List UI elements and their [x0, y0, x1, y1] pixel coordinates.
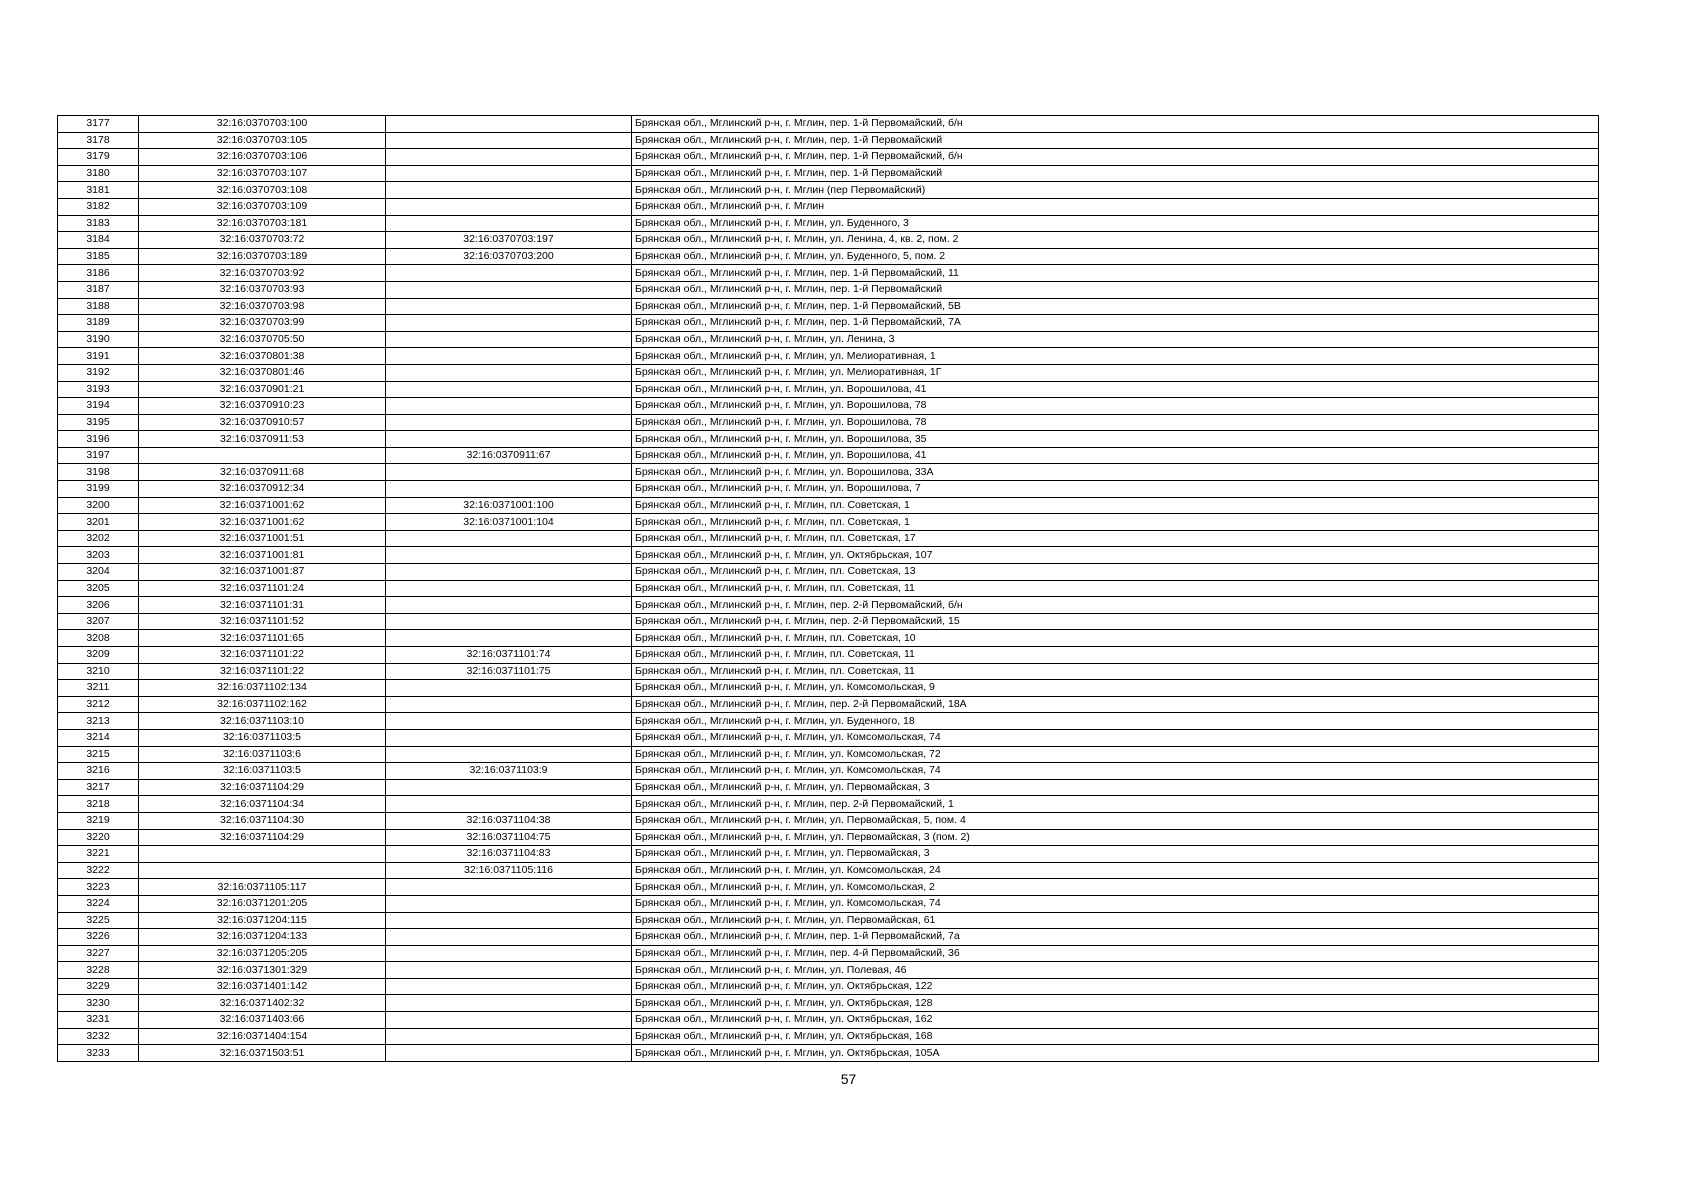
- related-cadastral-number-cell: [386, 132, 632, 149]
- related-cadastral-number-cell: [386, 713, 632, 730]
- cadastral-number-cell: 32:16:0370703:106: [139, 149, 386, 166]
- address-cell: Брянская обл., Мглинский р-н, г. Мглин, ул. Ворошилова, 35: [632, 431, 1599, 448]
- cadastral-number-cell: 32:16:0370703:93: [139, 281, 386, 298]
- row-number-cell: 3220: [58, 829, 139, 846]
- row-number-cell: 3192: [58, 364, 139, 381]
- row-number-cell: 3203: [58, 547, 139, 564]
- related-cadastral-number-cell: [386, 198, 632, 215]
- row-number-cell: 3202: [58, 530, 139, 547]
- table-row: [58, 215, 1599, 232]
- row-number-cell: 3195: [58, 414, 139, 431]
- cadastral-number-cell: 32:16:0371101:52: [139, 613, 386, 630]
- address-cell: Брянская обл., Мглинский р-н, г. Мглин, пер. 1-й Первомайский: [632, 132, 1599, 149]
- related-cadastral-number-cell: 32:16:0371104:75: [386, 829, 632, 846]
- cadastral-number-cell: 32:16:0370703:189: [139, 248, 386, 265]
- address-cell: Брянская обл., Мглинский р-н, г. Мглин, пер. 1-й Первомайский, б/н: [632, 116, 1599, 133]
- cadastral-number-cell: 32:16:0370703:109: [139, 198, 386, 215]
- address-cell: Брянская обл., Мглинский р-н, г. Мглин, ул. Комсомольская, 72: [632, 746, 1599, 763]
- cadastral-number-cell: 32:16:0371103:5: [139, 763, 386, 780]
- row-number-cell: 3188: [58, 298, 139, 315]
- table-row: [58, 265, 1599, 282]
- table-row: [58, 232, 1599, 249]
- table-row: [58, 580, 1599, 597]
- table-row: [58, 978, 1599, 995]
- address-cell: Брянская обл., Мглинский р-н, г. Мглин, пл. Советская, 11: [632, 663, 1599, 680]
- cadastral-number-cell: 32:16:0370910:57: [139, 414, 386, 431]
- table-row: [58, 945, 1599, 962]
- cadastral-number-cell: 32:16:0371001:87: [139, 564, 386, 581]
- table-row: [58, 348, 1599, 365]
- table-row: [58, 198, 1599, 215]
- row-number-cell: 3219: [58, 812, 139, 829]
- cadastral-number-cell: 32:16:0371104:29: [139, 779, 386, 796]
- table-row: [58, 132, 1599, 149]
- address-cell: Брянская обл., Мглинский р-н, г. Мглин, пл. Советская, 10: [632, 630, 1599, 647]
- cadastral-number-cell: 32:16:0370703:108: [139, 182, 386, 199]
- cadastral-number-cell: 32:16:0371102:134: [139, 680, 386, 697]
- table-row: [58, 779, 1599, 796]
- row-number-cell: 3225: [58, 912, 139, 929]
- cadastral-number-cell: 32:16:0371103:10: [139, 713, 386, 730]
- row-number-cell: 3222: [58, 862, 139, 879]
- row-number-cell: 3206: [58, 597, 139, 614]
- table-row: [58, 116, 1599, 133]
- row-number-cell: 3230: [58, 995, 139, 1012]
- related-cadastral-number-cell: [386, 281, 632, 298]
- address-cell: Брянская обл., Мглинский р-н, г. Мглин, ул. Комсомольская, 9: [632, 680, 1599, 697]
- related-cadastral-number-cell: [386, 315, 632, 332]
- cadastral-number-cell: 32:16:0371104:29: [139, 829, 386, 846]
- related-cadastral-number-cell: [386, 630, 632, 647]
- related-cadastral-number-cell: [386, 680, 632, 697]
- related-cadastral-number-cell: [386, 364, 632, 381]
- table-row: [58, 414, 1599, 431]
- table-row: [58, 464, 1599, 481]
- table-row: [58, 862, 1599, 879]
- table-row: [58, 381, 1599, 398]
- table-row: [58, 447, 1599, 464]
- address-cell: Брянская обл., Мглинский р-н, г. Мглин, ул. Ворошилова, 7: [632, 481, 1599, 498]
- related-cadastral-number-cell: [386, 265, 632, 282]
- address-cell: Брянская обл., Мглинский р-н, г. Мглин, ул. Октябрьская, 122: [632, 978, 1599, 995]
- related-cadastral-number-cell: [386, 116, 632, 133]
- address-cell: Брянская обл., Мглинский р-н, г. Мглин, ул. Ленина, 3: [632, 331, 1599, 348]
- address-cell: Брянская обл., Мглинский р-н, г. Мглин, пер. 4-й Первомайский, 36: [632, 945, 1599, 962]
- cadastral-number-cell: 32:16:0371103:6: [139, 746, 386, 763]
- row-number-cell: 3233: [58, 1045, 139, 1062]
- related-cadastral-number-cell: [386, 895, 632, 912]
- row-number-cell: 3218: [58, 796, 139, 813]
- cadastral-number-cell: 32:16:0370801:38: [139, 348, 386, 365]
- cadastral-number-cell: 32:16:0370703:100: [139, 116, 386, 133]
- cadastral-number-cell: 32:16:0371105:117: [139, 879, 386, 896]
- table-row: [58, 647, 1599, 664]
- cadastral-number-cell: 32:16:0371402:32: [139, 995, 386, 1012]
- related-cadastral-number-cell: [386, 1012, 632, 1029]
- row-number-cell: 3178: [58, 132, 139, 149]
- address-cell: Брянская обл., Мглинский р-н, г. Мглин, ул. Ворошилова, 33А: [632, 464, 1599, 481]
- address-cell: Брянская обл., Мглинский р-н, г. Мглин, ул. Ленина, 4, кв. 2, пом. 2: [632, 232, 1599, 249]
- table-row: [58, 564, 1599, 581]
- related-cadastral-number-cell: [386, 912, 632, 929]
- address-cell: Брянская обл., Мглинский р-н, г. Мглин, ул. Октябрьская, 162: [632, 1012, 1599, 1029]
- cadastral-number-cell: 32:16:0371001:81: [139, 547, 386, 564]
- cadastral-number-cell: 32:16:0371205:205: [139, 945, 386, 962]
- row-number-cell: 3191: [58, 348, 139, 365]
- row-number-cell: 3201: [58, 514, 139, 531]
- row-number-cell: 3177: [58, 116, 139, 133]
- row-number-cell: 3210: [58, 663, 139, 680]
- related-cadastral-number-cell: [386, 962, 632, 979]
- cadastral-number-cell: 32:16:0371104:34: [139, 796, 386, 813]
- related-cadastral-number-cell: [386, 547, 632, 564]
- row-number-cell: 3223: [58, 879, 139, 896]
- row-number-cell: 3197: [58, 447, 139, 464]
- address-cell: Брянская обл., Мглинский р-н, г. Мглин, пер. 1-й Первомайский, 11: [632, 265, 1599, 282]
- table-row: [58, 1012, 1599, 1029]
- row-number-cell: 3217: [58, 779, 139, 796]
- related-cadastral-number-cell: [386, 165, 632, 182]
- related-cadastral-number-cell: 32:16:0370703:197: [386, 232, 632, 249]
- address-cell: Брянская обл., Мглинский р-н, г. Мглин, пер. 2-й Первомайский, 1: [632, 796, 1599, 813]
- cadastral-number-cell: 32:16:0371101:31: [139, 597, 386, 614]
- table-row: [58, 331, 1599, 348]
- row-number-cell: 3231: [58, 1012, 139, 1029]
- address-cell: Брянская обл., Мглинский р-н, г. Мглин, пл. Советская, 13: [632, 564, 1599, 581]
- table-row: [58, 281, 1599, 298]
- related-cadastral-number-cell: [386, 215, 632, 232]
- cadastral-number-cell: 32:16:0371102:162: [139, 696, 386, 713]
- table-row: [58, 696, 1599, 713]
- related-cadastral-number-cell: [386, 481, 632, 498]
- address-cell: Брянская обл., Мглинский р-н, г. Мглин, пер. 1-й Первомайский, 7а: [632, 929, 1599, 946]
- address-cell: Брянская обл., Мглинский р-н, г. Мглин, пл. Советская, 1: [632, 514, 1599, 531]
- cadastral-number-cell: 32:16:0370801:46: [139, 364, 386, 381]
- related-cadastral-number-cell: [386, 1028, 632, 1045]
- cadastral-number-cell: [139, 862, 386, 879]
- table-row: [58, 398, 1599, 415]
- address-cell: Брянская обл., Мглинский р-н, г. Мглин, ул. Первомайская, 5, пом. 4: [632, 812, 1599, 829]
- cadastral-number-cell: 32:16:0371101:22: [139, 647, 386, 664]
- address-cell: Брянская обл., Мглинский р-н, г. Мглин, ул. Буденного, 18: [632, 713, 1599, 730]
- row-number-cell: 3207: [58, 613, 139, 630]
- table-row: [58, 613, 1599, 630]
- related-cadastral-number-cell: 32:16:0371103:9: [386, 763, 632, 780]
- row-number-cell: 3186: [58, 265, 139, 282]
- related-cadastral-number-cell: [386, 530, 632, 547]
- cadastral-number-cell: 32:16:0371101:24: [139, 580, 386, 597]
- row-number-cell: 3226: [58, 929, 139, 946]
- address-cell: Брянская обл., Мглинский р-н, г. Мглин, ул. Первомайская, 3: [632, 846, 1599, 863]
- row-number-cell: 3214: [58, 729, 139, 746]
- row-number-cell: 3180: [58, 165, 139, 182]
- address-cell: Брянская обл., Мглинский р-н, г. Мглин, пер. 1-й Первомайский, б/н: [632, 149, 1599, 166]
- address-cell: Брянская обл., Мглинский р-н, г. Мглин, ул. Комсомольская, 74: [632, 763, 1599, 780]
- related-cadastral-number-cell: [386, 613, 632, 630]
- address-cell: Брянская обл., Мглинский р-н, г. Мглин, пл. Советская, 17: [632, 530, 1599, 547]
- address-cell: Брянская обл., Мглинский р-н, г. Мглин, пер. 2-й Первомайский, 15: [632, 613, 1599, 630]
- address-cell: Брянская обл., Мглинский р-н, г. Мглин, пер. 2-й Первомайский, 18А: [632, 696, 1599, 713]
- table-row: [58, 630, 1599, 647]
- table-row: [58, 962, 1599, 979]
- address-cell: Брянская обл., Мглинский р-н, г. Мглин, ул. Буденного, 5, пом. 2: [632, 248, 1599, 265]
- row-number-cell: 3200: [58, 497, 139, 514]
- related-cadastral-number-cell: [386, 879, 632, 896]
- address-cell: Брянская обл., Мглинский р-н, г. Мглин, ул. Октябрьская, 168: [632, 1028, 1599, 1045]
- table-row: [58, 846, 1599, 863]
- address-cell: Брянская обл., Мглинский р-н, г. Мглин, ул. Комсомольская, 24: [632, 862, 1599, 879]
- table-row: [58, 912, 1599, 929]
- table-row: [58, 481, 1599, 498]
- address-cell: Брянская обл., Мглинский р-н, г. Мглин, ул. Мелиоративная, 1: [632, 348, 1599, 365]
- row-number-cell: 3190: [58, 331, 139, 348]
- related-cadastral-number-cell: [386, 331, 632, 348]
- address-cell: Брянская обл., Мглинский р-н, г. Мглин, ул. Первомайская, 3: [632, 779, 1599, 796]
- cadastral-number-cell: [139, 447, 386, 464]
- cadastral-number-cell: 32:16:0370901:21: [139, 381, 386, 398]
- cadastral-number-cell: 32:16:0370911:68: [139, 464, 386, 481]
- cadastral-number-cell: 32:16:0370703:99: [139, 315, 386, 332]
- address-cell: Брянская обл., Мглинский р-н, г. Мглин, ул. Мелиоративная, 1Г: [632, 364, 1599, 381]
- table-row: [58, 879, 1599, 896]
- cadastral-number-cell: 32:16:0371301:329: [139, 962, 386, 979]
- cadastral-number-cell: 32:16:0370910:23: [139, 398, 386, 415]
- address-cell: Брянская обл., Мглинский р-н, г. Мглин, ул. Ворошилова, 78: [632, 398, 1599, 415]
- cadastral-number-cell: 32:16:0371204:133: [139, 929, 386, 946]
- table-row: [58, 895, 1599, 912]
- address-cell: Брянская обл., Мглинский р-н, г. Мглин, ул. Буденного, 3: [632, 215, 1599, 232]
- cadastral-number-cell: 32:16:0371503:51: [139, 1045, 386, 1062]
- row-number-cell: 3181: [58, 182, 139, 199]
- table-row: [58, 248, 1599, 265]
- address-cell: Брянская обл., Мглинский р-н, г. Мглин, пер. 1-й Первомайский: [632, 281, 1599, 298]
- table-row: [58, 796, 1599, 813]
- table-row: [58, 829, 1599, 846]
- table-row: [58, 1028, 1599, 1045]
- related-cadastral-number-cell: [386, 431, 632, 448]
- row-number-cell: 3227: [58, 945, 139, 962]
- address-cell: Брянская обл., Мглинский р-н, г. Мглин, пер. 2-й Первомайский, б/н: [632, 597, 1599, 614]
- cadastral-number-cell: 32:16:0371101:22: [139, 663, 386, 680]
- table-row: [58, 547, 1599, 564]
- cadastral-number-cell: 32:16:0371101:65: [139, 630, 386, 647]
- address-cell: Брянская обл., Мглинский р-н, г. Мглин, ул. Комсомольская, 74: [632, 895, 1599, 912]
- address-cell: Брянская обл., Мглинский р-н, г. Мглин, ул. Ворошилова, 78: [632, 414, 1599, 431]
- cadastral-number-cell: 32:16:0371201:205: [139, 895, 386, 912]
- related-cadastral-number-cell: [386, 182, 632, 199]
- registry-table-body: [58, 116, 1599, 1062]
- address-cell: Брянская обл., Мглинский р-н, г. Мглин, ул. Первомайская, 61: [632, 912, 1599, 929]
- related-cadastral-number-cell: [386, 398, 632, 415]
- row-number-cell: 3184: [58, 232, 139, 249]
- table-row: [58, 298, 1599, 315]
- table-row: [58, 497, 1599, 514]
- address-cell: Брянская обл., Мглинский р-н, г. Мглин, ул. Полевая, 46: [632, 962, 1599, 979]
- table-row: [58, 1045, 1599, 1062]
- address-cell: Брянская обл., Мглинский р-н, г. Мглин, ул. Октябрьская, 105А: [632, 1045, 1599, 1062]
- address-cell: Брянская обл., Мглинский р-н, г. Мглин, пл. Советская, 11: [632, 580, 1599, 597]
- row-number-cell: 3204: [58, 564, 139, 581]
- table-row: [58, 514, 1599, 531]
- row-number-cell: 3198: [58, 464, 139, 481]
- related-cadastral-number-cell: [386, 597, 632, 614]
- table-row: [58, 530, 1599, 547]
- row-number-cell: 3216: [58, 763, 139, 780]
- row-number-cell: 3196: [58, 431, 139, 448]
- related-cadastral-number-cell: 32:16:0371001:100: [386, 497, 632, 514]
- row-number-cell: 3194: [58, 398, 139, 415]
- related-cadastral-number-cell: [386, 464, 632, 481]
- table-row: [58, 597, 1599, 614]
- table-row: [58, 149, 1599, 166]
- related-cadastral-number-cell: 32:16:0371101:75: [386, 663, 632, 680]
- cadastral-number-cell: 32:16:0370703:72: [139, 232, 386, 249]
- related-cadastral-number-cell: [386, 945, 632, 962]
- property-registry-table: [57, 115, 1599, 1062]
- address-cell: Брянская обл., Мглинский р-н, г. Мглин, ул. Октябрьская, 107: [632, 547, 1599, 564]
- address-cell: Брянская обл., Мглинский р-н, г. Мглин, пл. Советская, 1: [632, 497, 1599, 514]
- related-cadastral-number-cell: 32:16:0371001:104: [386, 514, 632, 531]
- row-number-cell: 3228: [58, 962, 139, 979]
- table-row: [58, 812, 1599, 829]
- address-cell: Брянская обл., Мглинский р-н, г. Мглин, ул. Первомайская, 3 (пом. 2): [632, 829, 1599, 846]
- related-cadastral-number-cell: [386, 729, 632, 746]
- table-row: [58, 763, 1599, 780]
- related-cadastral-number-cell: [386, 414, 632, 431]
- row-number-cell: 3179: [58, 149, 139, 166]
- related-cadastral-number-cell: [386, 381, 632, 398]
- related-cadastral-number-cell: [386, 995, 632, 1012]
- cadastral-number-cell: 32:16:0370703:181: [139, 215, 386, 232]
- row-number-cell: 3221: [58, 846, 139, 863]
- row-number-cell: 3211: [58, 680, 139, 697]
- table-row: [58, 995, 1599, 1012]
- row-number-cell: 3232: [58, 1028, 139, 1045]
- related-cadastral-number-cell: 32:16:0371104:83: [386, 846, 632, 863]
- row-number-cell: 3215: [58, 746, 139, 763]
- related-cadastral-number-cell: [386, 298, 632, 315]
- cadastral-number-cell: 32:16:0371001:62: [139, 514, 386, 531]
- related-cadastral-number-cell: 32:16:0370911:67: [386, 447, 632, 464]
- address-cell: Брянская обл., Мглинский р-н, г. Мглин, ул. Ворошилова, 41: [632, 381, 1599, 398]
- related-cadastral-number-cell: 32:16:0371104:38: [386, 812, 632, 829]
- row-number-cell: 3185: [58, 248, 139, 265]
- table-row: [58, 713, 1599, 730]
- related-cadastral-number-cell: 32:16:0371105:116: [386, 862, 632, 879]
- cadastral-number-cell: 32:16:0371103:5: [139, 729, 386, 746]
- row-number-cell: 3193: [58, 381, 139, 398]
- related-cadastral-number-cell: [386, 796, 632, 813]
- table-row: [58, 182, 1599, 199]
- related-cadastral-number-cell: [386, 779, 632, 796]
- row-number-cell: 3189: [58, 315, 139, 332]
- row-number-cell: 3208: [58, 630, 139, 647]
- row-number-cell: 3187: [58, 281, 139, 298]
- page-number: 57: [840, 1071, 857, 1087]
- address-cell: Брянская обл., Мглинский р-н, г. Мглин, ул. Ворошилова, 41: [632, 447, 1599, 464]
- table-row: [58, 929, 1599, 946]
- address-cell: Брянская обл., Мглинский р-н, г. Мглин, пл. Советская, 11: [632, 647, 1599, 664]
- related-cadastral-number-cell: [386, 696, 632, 713]
- table-row: [58, 431, 1599, 448]
- row-number-cell: 3199: [58, 481, 139, 498]
- related-cadastral-number-cell: [386, 580, 632, 597]
- table-row: [58, 680, 1599, 697]
- related-cadastral-number-cell: [386, 149, 632, 166]
- related-cadastral-number-cell: [386, 929, 632, 946]
- cadastral-number-cell: 32:16:0371001:62: [139, 497, 386, 514]
- table-row: [58, 746, 1599, 763]
- table-row: [58, 165, 1599, 182]
- table-row: [58, 729, 1599, 746]
- cadastral-number-cell: 32:16:0370703:107: [139, 165, 386, 182]
- row-number-cell: 3209: [58, 647, 139, 664]
- related-cadastral-number-cell: [386, 1045, 632, 1062]
- related-cadastral-number-cell: 32:16:0371101:74: [386, 647, 632, 664]
- row-number-cell: 3205: [58, 580, 139, 597]
- cadastral-number-cell: 32:16:0371204:115: [139, 912, 386, 929]
- row-number-cell: 3229: [58, 978, 139, 995]
- related-cadastral-number-cell: [386, 564, 632, 581]
- cadastral-number-cell: 32:16:0370703:92: [139, 265, 386, 282]
- cadastral-number-cell: 32:16:0370703:98: [139, 298, 386, 315]
- related-cadastral-number-cell: [386, 978, 632, 995]
- cadastral-number-cell: 32:16:0370705:50: [139, 331, 386, 348]
- row-number-cell: 3212: [58, 696, 139, 713]
- cadastral-number-cell: 32:16:0371404:154: [139, 1028, 386, 1045]
- related-cadastral-number-cell: 32:16:0370703:200: [386, 248, 632, 265]
- related-cadastral-number-cell: [386, 746, 632, 763]
- cadastral-number-cell: [139, 846, 386, 863]
- row-number-cell: 3183: [58, 215, 139, 232]
- cadastral-number-cell: 32:16:0370703:105: [139, 132, 386, 149]
- table-row: [58, 364, 1599, 381]
- address-cell: Брянская обл., Мглинский р-н, г. Мглин, пер. 1-й Первомайский, 7А: [632, 315, 1599, 332]
- address-cell: Брянская обл., Мглинский р-н, г. Мглин: [632, 198, 1599, 215]
- table-row: [58, 315, 1599, 332]
- address-cell: Брянская обл., Мглинский р-н, г. Мглин, ул. Комсомольская, 74: [632, 729, 1599, 746]
- table-row: [58, 663, 1599, 680]
- address-cell: Брянская обл., Мглинский р-н, г. Мглин (пер Первомайский): [632, 182, 1599, 199]
- cadastral-number-cell: 32:16:0370911:53: [139, 431, 386, 448]
- address-cell: Брянская обл., Мглинский р-н, г. Мглин, ул. Октябрьская, 128: [632, 995, 1599, 1012]
- address-cell: Брянская обл., Мглинский р-н, г. Мглин, пер. 1-й Первомайский: [632, 165, 1599, 182]
- row-number-cell: 3224: [58, 895, 139, 912]
- cadastral-number-cell: 32:16:0371001:51: [139, 530, 386, 547]
- cadastral-number-cell: 32:16:0371401:142: [139, 978, 386, 995]
- cadastral-number-cell: 32:16:0371104:30: [139, 812, 386, 829]
- address-cell: Брянская обл., Мглинский р-н, г. Мглин, ул. Комсомольская, 2: [632, 879, 1599, 896]
- row-number-cell: 3213: [58, 713, 139, 730]
- related-cadastral-number-cell: [386, 348, 632, 365]
- row-number-cell: 3182: [58, 198, 139, 215]
- cadastral-number-cell: 32:16:0370912:34: [139, 481, 386, 498]
- cadastral-number-cell: 32:16:0371403:66: [139, 1012, 386, 1029]
- address-cell: Брянская обл., Мглинский р-н, г. Мглин, пер. 1-й Первомайский, 5В: [632, 298, 1599, 315]
